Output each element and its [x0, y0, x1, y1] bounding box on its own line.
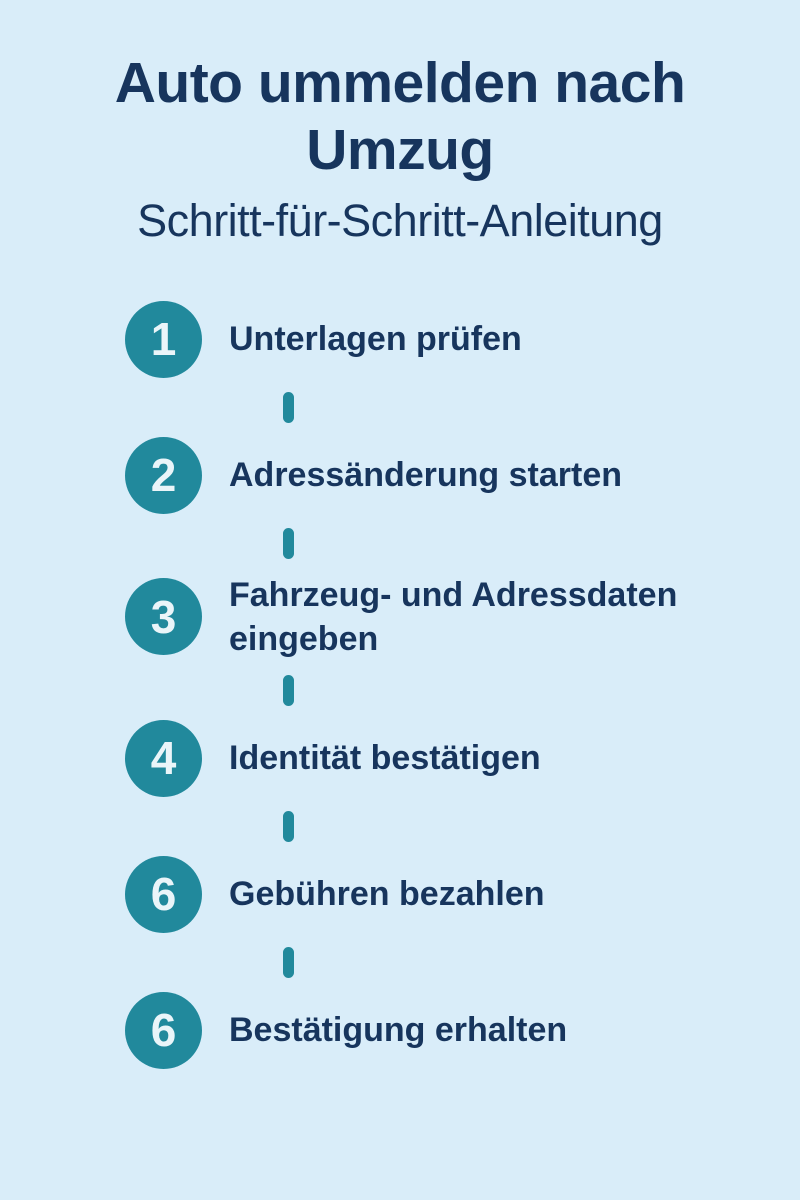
- header: [0, 0, 800, 247]
- step-label: Fahrzeug- und Adressdaten eingeben: [229, 575, 678, 658]
- step-label: Bestätigung erhalten: [229, 1011, 568, 1050]
- step-label: Identität bestätigen: [229, 739, 541, 778]
- step-item: [125, 992, 800, 1069]
- step-number: 2: [150, 449, 177, 501]
- step-number: 6: [150, 1004, 177, 1057]
- step-number: 4: [150, 732, 177, 785]
- step-label: Gebühren bezahlen: [229, 875, 545, 914]
- connector-dash: [283, 675, 294, 706]
- connector-dash: [283, 947, 294, 978]
- step-number-badge: [125, 856, 202, 933]
- step-item: [125, 856, 800, 933]
- step-number-badge: [125, 992, 202, 1069]
- step-label: Adressänderung starten: [229, 455, 622, 494]
- connector-dash: [283, 811, 294, 842]
- step-number-badge: [125, 578, 202, 655]
- connector-dash: [283, 392, 294, 423]
- step-item: [125, 720, 800, 797]
- page-title-line2: Umzug: [306, 118, 494, 183]
- step-item: [125, 301, 800, 378]
- step-number: 6: [150, 868, 177, 921]
- page-subtitle: Schritt-für-Schritt-Anleitung: [137, 194, 663, 246]
- page-title: [0, 50, 800, 185]
- step-item: [125, 573, 800, 661]
- step-item: [125, 437, 800, 514]
- step-number-badge: [125, 437, 202, 514]
- step-label: Unterlagen prüfen: [229, 319, 522, 358]
- connector-dash: [283, 528, 294, 559]
- step-number-badge: [125, 720, 202, 797]
- step-number-badge: [125, 301, 202, 378]
- step-number: 1: [150, 313, 177, 365]
- steps-list: [0, 301, 800, 1069]
- page-title-line1: Auto ummelden nach: [114, 51, 686, 115]
- step-number: 3: [150, 590, 177, 643]
